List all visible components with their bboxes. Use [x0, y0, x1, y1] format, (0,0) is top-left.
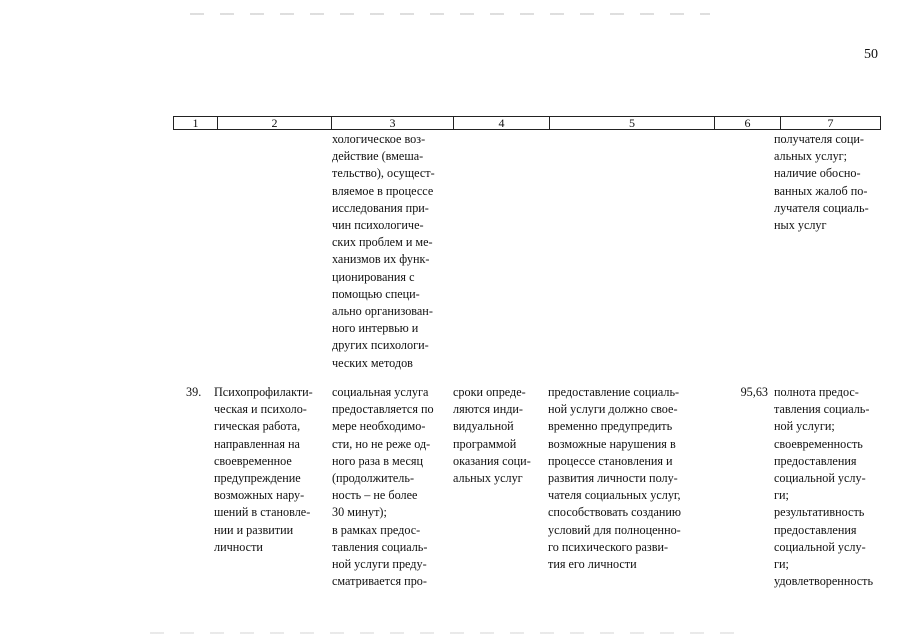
text-line: условий для полноценно- — [548, 522, 681, 537]
text-line: ного раза в месяц — [332, 453, 423, 468]
text-line: действие (вмеша- — [332, 149, 424, 164]
text-line: вляемое в процессе — [332, 183, 434, 198]
text-line: временно предупредить — [548, 419, 673, 434]
text-line: предоставления — [774, 453, 857, 468]
text-line: предоставления — [774, 522, 857, 537]
text-line: ность – не более — [332, 488, 418, 503]
header-cell-2: 2 — [218, 117, 332, 129]
text-line: нии и развитии — [214, 522, 294, 537]
header-cell-3: 3 — [332, 117, 454, 129]
text-line: ханизмов их функ- — [332, 252, 430, 267]
text-line: сти, но не реже од- — [332, 436, 431, 451]
text-line: Психопрофилакти- — [214, 385, 313, 399]
row-39-tariff: 95,63 — [740, 385, 768, 399]
text-line: сматривается про- — [332, 574, 427, 589]
row-39-indicators — [774, 384, 882, 590]
text-line: сроки опреде- — [453, 385, 526, 399]
text-line: личности — [214, 539, 263, 554]
text-line: возможных нару- — [214, 488, 305, 503]
text-line: помощью специ- — [332, 286, 420, 301]
text-line: ной услуги преду- — [332, 557, 427, 572]
text-line: своевременное — [214, 453, 292, 468]
row-39-standard — [548, 384, 688, 573]
text-line: других психологи- — [332, 338, 429, 353]
row-39-service-name — [214, 384, 326, 556]
text-line: предоставляется по — [332, 402, 434, 417]
text-line: возможные нарушения в — [548, 436, 676, 451]
text-line: тия его личности — [548, 557, 637, 572]
text-line: хологическое воз- — [332, 132, 426, 146]
text-line: чателя социальных услуг, — [548, 488, 681, 503]
text-line: наличие обосно- — [774, 166, 861, 181]
header-cell-7: 7 — [827, 116, 834, 130]
text-line: результативность — [774, 505, 865, 520]
text-line: альных услуг; — [774, 149, 848, 164]
continued-row-col7 — [774, 131, 882, 234]
scan-artifact-top — [190, 13, 710, 15]
text-line: 30 минут); — [332, 505, 387, 520]
text-line: оказания соци- — [453, 453, 531, 468]
text-line: ги; — [774, 557, 789, 572]
text-line: ных услуг — [774, 218, 827, 233]
text-line: социальной услу- — [774, 539, 866, 554]
text-line: ляются инди- — [453, 402, 523, 417]
continued-row-col3 — [332, 131, 447, 372]
text-line: (продолжитель- — [332, 471, 415, 486]
text-line: социальная услуга — [332, 385, 429, 399]
table-header-row — [173, 116, 881, 130]
text-line: тавления социаль- — [332, 539, 428, 554]
header-cell-4: 4 — [454, 117, 550, 129]
text-line: социальной услу- — [774, 471, 866, 486]
text-line: ально организован- — [332, 304, 433, 319]
text-line: ной услуги должно свое- — [548, 402, 678, 417]
text-line: лучателя социаль- — [774, 200, 869, 215]
text-line: ного интервью и — [332, 321, 419, 336]
header-cell-5: 5 — [550, 117, 715, 129]
header-cell-6: 6 — [715, 117, 781, 129]
row-39-number: 39. — [186, 385, 202, 399]
page-number: 50 — [864, 47, 878, 62]
text-line: ванных жалоб по- — [774, 183, 868, 198]
text-line: развития личности полу- — [548, 471, 678, 486]
text-line: способствовать созданию — [548, 505, 682, 520]
text-line: шений в становле- — [214, 505, 311, 520]
text-line: предоставление социаль- — [548, 385, 680, 399]
text-line: тельство), осущест- — [332, 166, 435, 181]
text-line: получателя соци- — [774, 132, 864, 146]
text-line: чин психологиче- — [332, 218, 424, 233]
text-line: ских проблем и ме- — [332, 235, 433, 250]
text-line: удовлетворенность — [774, 574, 874, 589]
text-line: видуальной — [453, 419, 514, 434]
text-line: ной услуги; — [774, 419, 835, 434]
text-line: своевременность — [774, 436, 863, 451]
row-39-description — [332, 384, 447, 590]
text-line: гическая работа, — [214, 419, 301, 434]
text-line: исследования при- — [332, 200, 429, 215]
row-39-terms — [453, 384, 541, 487]
header-cell-1: 1 — [174, 117, 218, 129]
text-line: процессе становления и — [548, 453, 673, 468]
text-line: ческая и психоло- — [214, 402, 307, 417]
text-line: мере необходимо- — [332, 419, 426, 434]
text-line: предупреждение — [214, 471, 301, 486]
text-line: ционирования с — [332, 269, 415, 284]
text-line: тавления социаль- — [774, 402, 870, 417]
text-line: го психического разви- — [548, 539, 669, 554]
text-line: направленная на — [214, 436, 300, 451]
text-line: в рамках предос- — [332, 522, 421, 537]
text-line: программой — [453, 436, 517, 451]
text-line: альных услуг — [453, 471, 523, 486]
scan-artifact-bottom — [150, 632, 750, 634]
text-line: ческих методов — [332, 355, 413, 370]
text-line: ги; — [774, 488, 789, 503]
text-line: полнота предос- — [774, 385, 859, 399]
